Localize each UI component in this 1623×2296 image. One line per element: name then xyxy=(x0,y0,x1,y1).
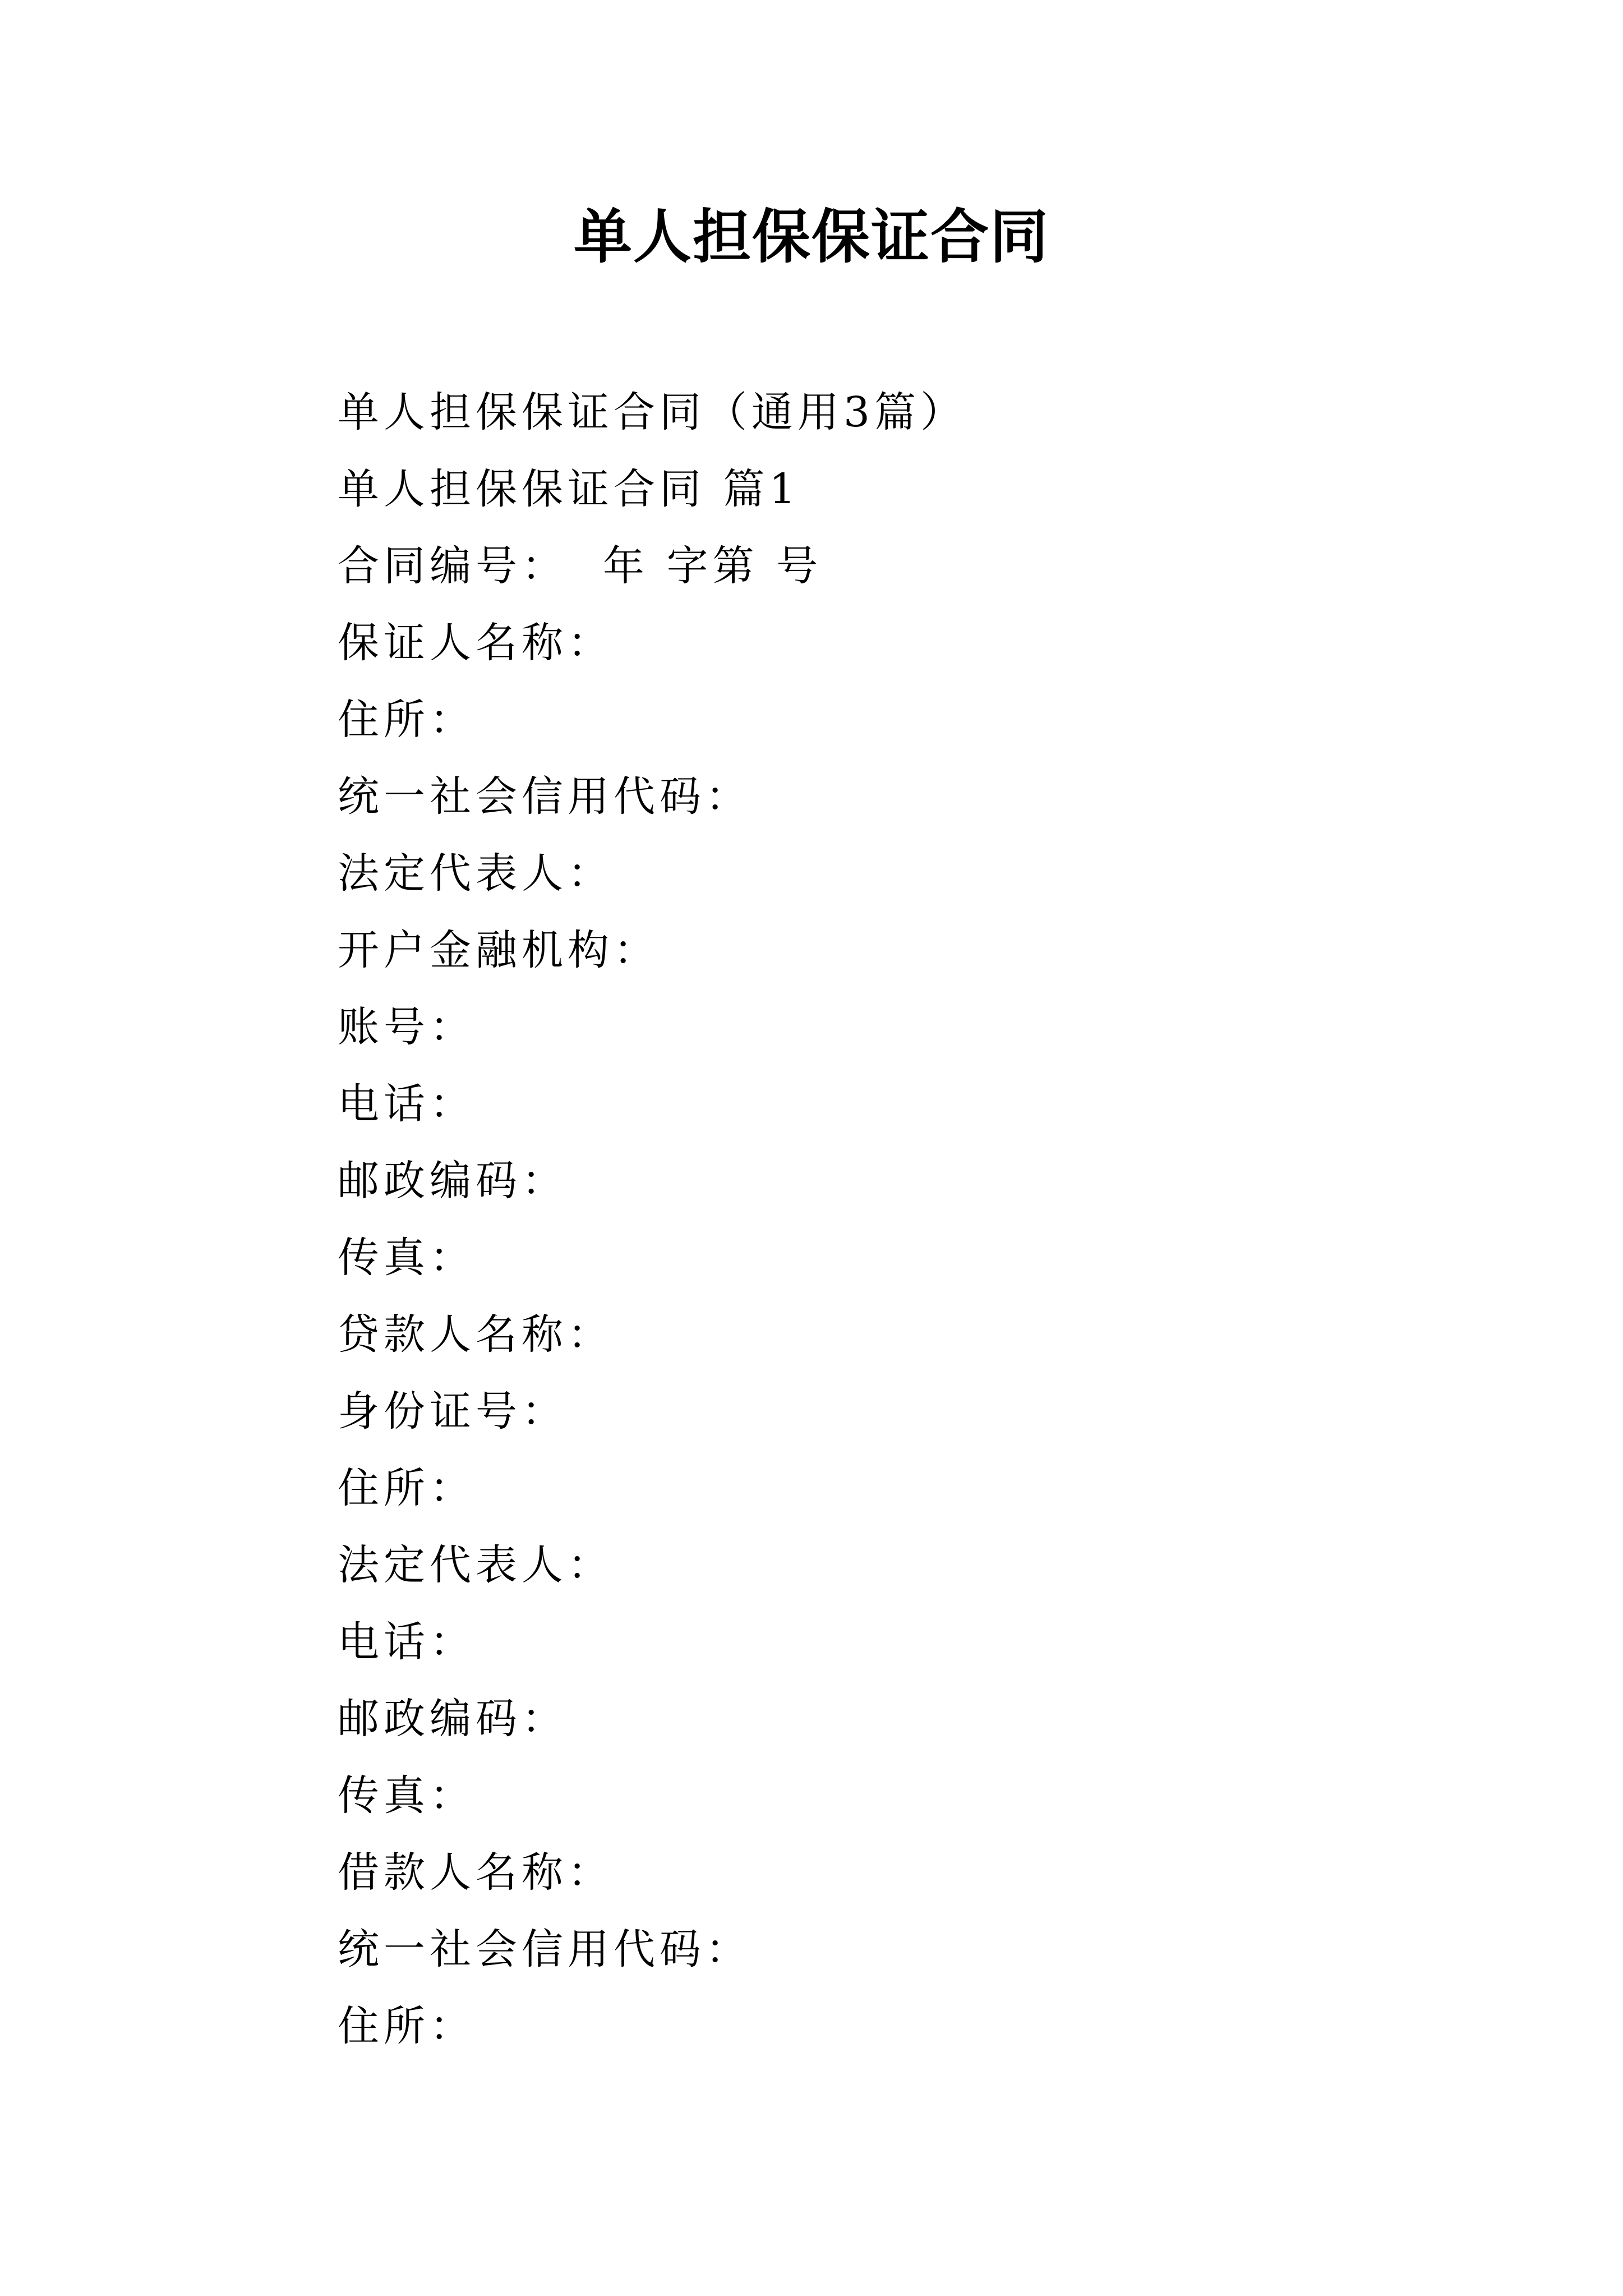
document-body xyxy=(338,374,1515,2065)
guarantor-bank-line: 开户金融机构： xyxy=(338,926,660,974)
guarantor-phone-line: 电话： xyxy=(338,1080,476,1128)
lender-postcode-line: 邮政编码： xyxy=(338,1695,568,1743)
subtitle-line: 单人担保保证合同（通用3篇） xyxy=(338,388,967,436)
guarantor-fax-line: 传真： xyxy=(338,1234,476,1282)
guarantor-account-line: 账号： xyxy=(338,1003,476,1051)
borrower-address-line: 住所： xyxy=(338,2002,476,2050)
lender-phone-line: 电话： xyxy=(338,1618,476,1666)
lender-id-line: 身份证号： xyxy=(338,1387,568,1435)
guarantor-name-line: 保证人名称： xyxy=(338,619,614,667)
contract-number-line: 合同编号： 年 字第 号 xyxy=(338,542,823,590)
borrower-credit-code-line: 统一社会信用代码： xyxy=(338,1925,751,1973)
borrower-name-line: 借款人名称： xyxy=(338,1848,614,1897)
guarantor-credit-code-line: 统一社会信用代码： xyxy=(338,772,751,821)
section-heading: 单人担保保证合同 篇1 xyxy=(338,465,800,513)
lender-address-line: 住所： xyxy=(338,1464,476,1512)
document-title: 单人担保保证合同 xyxy=(573,202,1049,271)
lender-legal-rep-line: 法定代表人： xyxy=(338,1541,614,1589)
guarantor-address-line: 住所： xyxy=(338,696,476,744)
lender-name-line: 贷款人名称： xyxy=(338,1310,614,1359)
guarantor-postcode-line: 邮政编码： xyxy=(338,1157,568,1205)
guarantor-legal-rep-line: 法定代表人： xyxy=(338,849,614,898)
lender-fax-line: 传真： xyxy=(338,1772,476,1820)
